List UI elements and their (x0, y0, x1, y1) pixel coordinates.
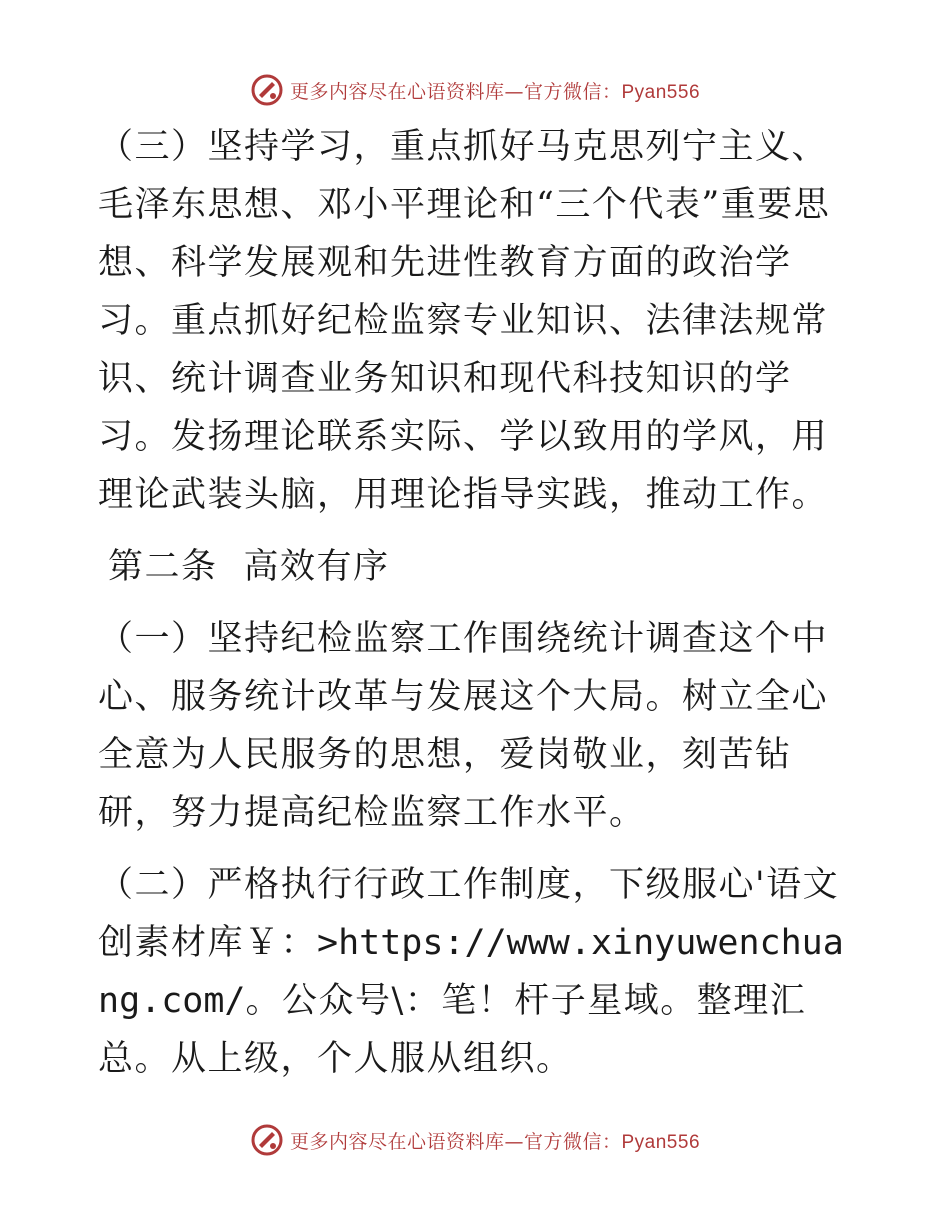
admin-rules-url: >https://www.xinyuwenchuang.com/ (98, 923, 844, 1021)
seal-logo-icon (250, 1123, 284, 1157)
admin-rules-text-b: 。公众号\：笔！杆子星域。整理汇总。从上级，个人服从组织。 (98, 981, 807, 1079)
paragraph-study: （三）坚持学习，重点抓好马克思列宁主义、毛泽东思想、邓小平理论和“三个代表”重要思想、科学发展观和先进性教育方面的政治学习。重点抓好纪检监察专业知识、法律法规常识、统计调查业务知识和现代科技知识的学习。发扬理论联系实际、学以致用的学风，用理论武装头脑，用理论指导实践，推动工作。 (98, 127, 831, 515)
heading-title: 高效有序 (243, 547, 390, 587)
document-body (98, 118, 858, 1102)
paragraph-discipline-work: （一）坚持纪检监察工作围绕统计调查这个中心、服务统计改革与发展这个大局。树立全心全意为人民服务的思想，爱岗敬业，刻苦钻研，努力提高纪检监察工作水平。 (98, 619, 829, 833)
banner-label: 更多内容尽在心语资料库—官方微信： (289, 1130, 622, 1153)
seal-logo-icon (250, 73, 284, 107)
banner-label: 更多内容尽在心语资料库—官方微信： (289, 80, 622, 103)
banner-wechat-id: Pyan556 (621, 81, 701, 103)
banner-wechat-id: Pyan556 (621, 1131, 701, 1153)
section-heading (98, 538, 858, 596)
banner-text (290, 1127, 700, 1154)
admin-rules-text-a: （二）严格执行行政工作制度，下级服心'语文创素材库￥： (98, 865, 840, 963)
paragraph-admin-rules (98, 856, 858, 1088)
header-banner (0, 70, 950, 110)
heading-number: 第二条 (108, 547, 218, 587)
banner-text (290, 77, 700, 104)
footer-banner (0, 1120, 950, 1160)
